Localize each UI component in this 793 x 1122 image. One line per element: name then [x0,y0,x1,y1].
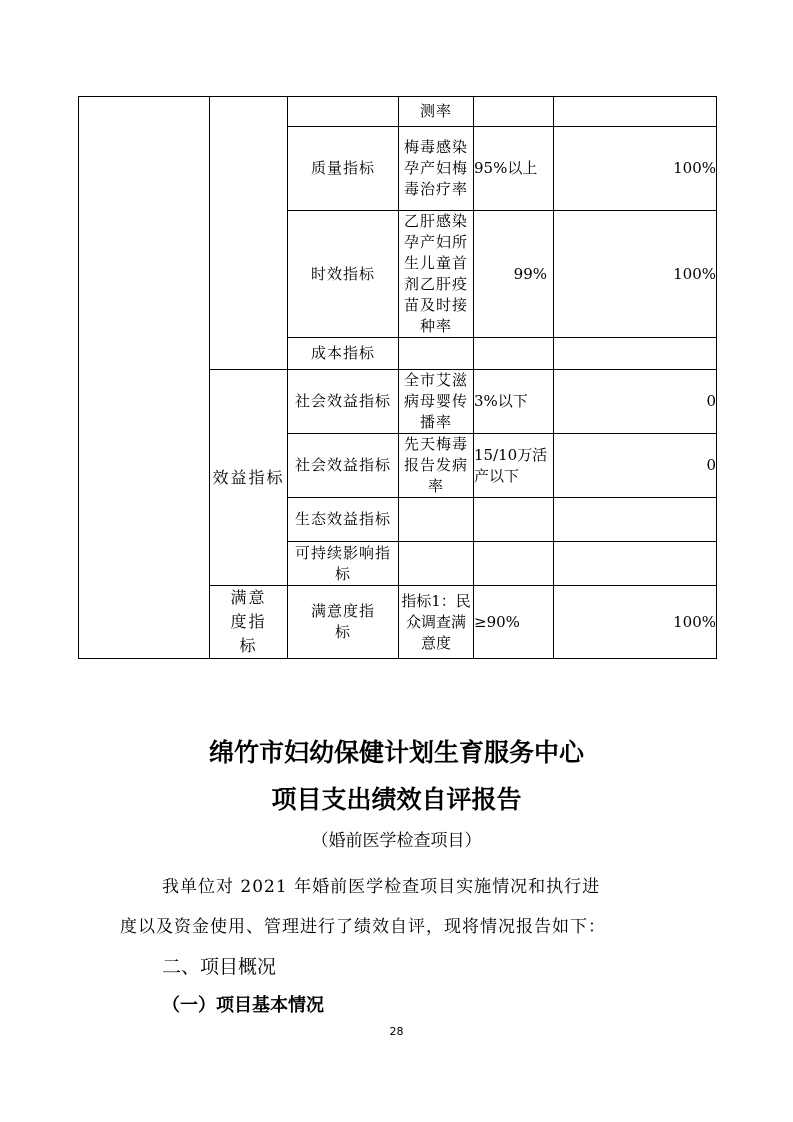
subsection-heading: （一）项目基本情况 [162,995,324,1016]
level3-cell: 社会效益指标 [288,370,399,434]
actual-cell [554,338,717,370]
actual-cell: 0 [554,434,717,498]
report-title-line2: 项目支出绩效自评报告 [271,785,522,814]
target-cell: ≥90% [474,586,554,659]
level3-cell: 时效指标 [288,211,399,338]
indicator-cell [399,338,474,370]
target-cell: 3%以下 [474,370,554,434]
target-cell [474,498,554,542]
indicator-cell: 指标1：民众调查满意度 [399,586,474,659]
paragraph-line: 度以及资金使用、管理进行了绩效自评，现将情况报告如下： [120,917,606,937]
satisfaction-group-label: 满意度指标 [210,586,288,659]
target-cell: 99% [474,211,554,338]
paragraph-line: 我单位对 2021 年婚前医学检查项目实施情况和执行进 [162,877,601,897]
level2-cell [210,97,288,370]
level3-cell: 生态效益指标 [288,498,399,542]
report-title-line1: 绵竹市妇幼保健计划生育服务中心 [208,738,584,767]
indicator-cell: 测率 [399,97,474,127]
target-cell [474,97,554,127]
indicator-cell [399,542,474,586]
actual-cell: 100% [554,211,717,338]
indicator-cell: 全市艾滋病母婴传播率 [399,370,474,434]
target-cell [474,338,554,370]
indicator-cell: 先天梅毒报告发病率 [399,434,474,498]
target-cell: 15/10万活产以下 [474,434,554,498]
level3-cell: 成本指标 [288,338,399,370]
level3-cell: 满意度指标 [288,586,399,659]
actual-cell [554,97,717,127]
report-subtitle: （婚前医学检查项目） [311,831,482,851]
benefit-group-label: 效益指标 [210,370,288,586]
level3-cell: 质量指标 [288,127,399,211]
actual-cell: 100% [554,127,717,211]
indicator-cell: 乙肝感染孕产妇所生儿童首剂乙肝疫苗及时接种率 [399,211,474,338]
level3-cell: 社会效益指标 [288,434,399,498]
actual-cell [554,498,717,542]
table-row [79,97,717,127]
actual-cell: 100% [554,586,717,659]
actual-cell: 0 [554,370,717,434]
section-heading: 二、项目概况 [162,956,277,978]
level3-cell: 可持续影响指标 [288,542,399,586]
target-cell: 95%以上 [474,127,554,211]
indicator-cell: 梅毒感染孕产妇梅毒治疗率 [399,127,474,211]
page-number: 28 [389,1025,404,1038]
level3-cell [288,97,399,127]
indicator-cell [399,498,474,542]
target-cell [474,542,554,586]
actual-cell [554,542,717,586]
performance-indicator-table [78,96,717,659]
level1-cell [79,97,210,659]
